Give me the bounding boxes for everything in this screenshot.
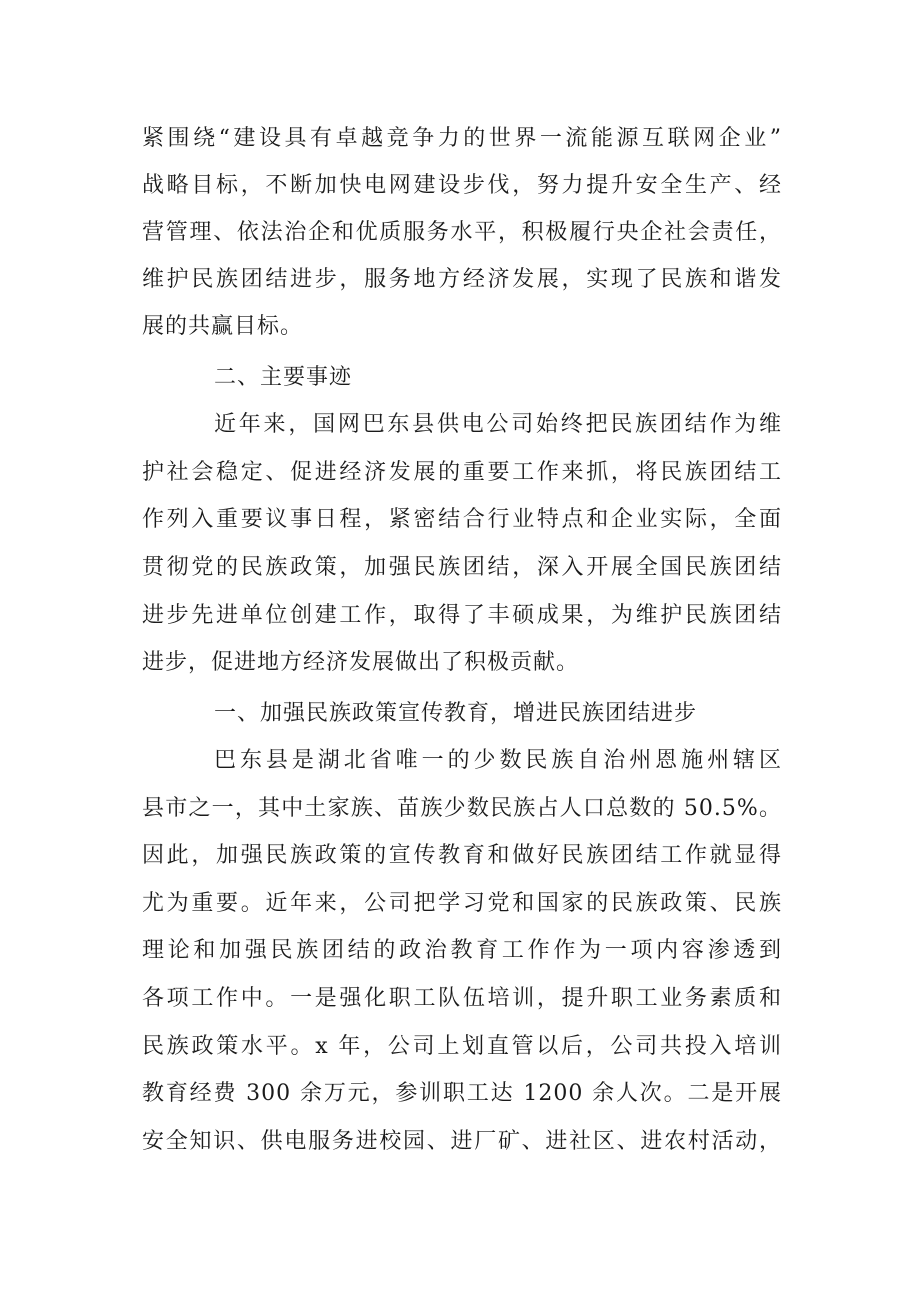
paragraph-line: 作列入重要议事日程，紧密结合行业特点和企业实际，全面 bbox=[142, 507, 782, 532]
paragraph-line: 展的共赢目标。 bbox=[142, 314, 304, 339]
section-heading: 二、主要事迹 bbox=[214, 365, 353, 390]
paragraph-line: 理论和加强民族团结的政治教育工作作为一项内容渗透到 bbox=[142, 938, 782, 963]
paragraph-line: 各项工作中。一是强化职工队伍培训，提升职工业务素质和 bbox=[142, 986, 782, 1011]
paragraph-line: 因此，加强民族政策的宣传教育和做好民族团结工作就显得 bbox=[142, 843, 782, 868]
paragraph-line: 巴东县是湖北省唯一的少数民族自治州恩施州辖区 bbox=[214, 748, 782, 773]
paragraph-line: 县市之一，其中土家族、苗族少数民族占人口总数的 50.5%。 bbox=[142, 796, 782, 821]
paragraph-line: 进步先进单位创建工作，取得了丰硕成果，为维护民族团结 bbox=[142, 603, 782, 628]
paragraph-line: 紧围绕“建设具有卓越竞争力的世界一流能源互联网企业” bbox=[142, 126, 782, 151]
paragraph-line: 尤为重要。近年来，公司把学习党和国家的民族政策、民族 bbox=[142, 891, 782, 916]
section-heading: 一、加强民族政策宣传教育，增进民族团结进步 bbox=[214, 701, 698, 726]
paragraph-line: 民族政策水平。x 年，公司上划直管以后，公司共投入培训 bbox=[142, 1034, 782, 1059]
paragraph-line: 营管理、依法治企和优质服务水平，积极履行央企社会责任， bbox=[142, 220, 782, 245]
paragraph-line: 安全知识、供电服务进校园、进厂矿、进社区、进农村活动， bbox=[142, 1129, 782, 1154]
paragraph-line: 贯彻党的民族政策，加强民族团结，深入开展全国民族团结 bbox=[142, 555, 782, 580]
paragraph-line: 护社会稳定、促进经济发展的重要工作来抓，将民族团结工 bbox=[142, 460, 782, 485]
paragraph-line: 近年来，国网巴东县供电公司始终把民族团结作为维 bbox=[214, 412, 782, 437]
paragraph-line: 教育经费 300 余万元，参训职工达 1200 余人次。二是开展 bbox=[142, 1081, 782, 1106]
paragraph-line: 维护民族团结进步，服务地方经济发展，实现了民族和谐发 bbox=[142, 267, 782, 292]
paragraph-line: 进步，促进地方经济发展做出了积极贡献。 bbox=[142, 650, 580, 675]
paragraph-line: 战略目标，不断加快电网建设步伐，努力提升安全生产、经 bbox=[142, 173, 782, 198]
